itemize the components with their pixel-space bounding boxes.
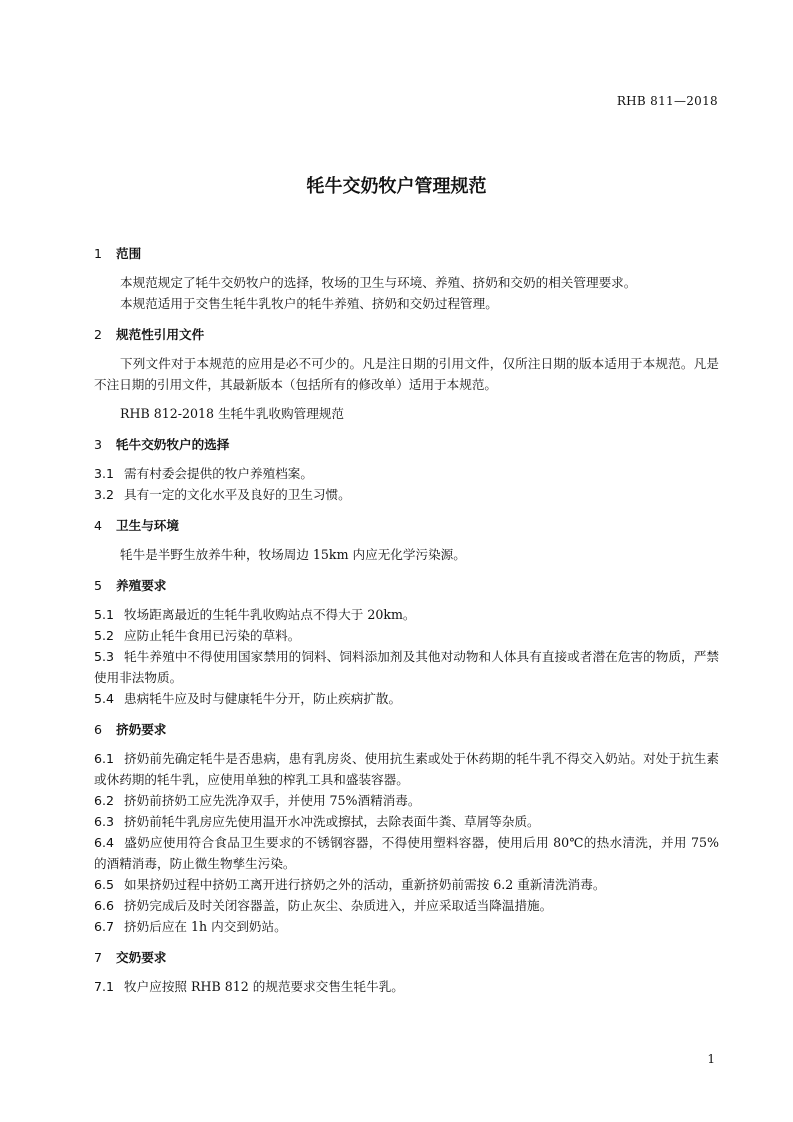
- document-title: 牦牛交奶牧户管理规范: [306, 176, 487, 197]
- document-body: [94, 243, 719, 997]
- section-number: 3: [94, 437, 103, 452]
- clause-number: 3.1: [94, 466, 115, 481]
- clause: [94, 811, 719, 832]
- clause-number: 6.1: [94, 751, 115, 766]
- clause: [94, 463, 719, 484]
- section-title: 范围: [116, 246, 142, 261]
- section-heading: [94, 575, 719, 596]
- section-title: 牦牛交奶牧户的选择: [116, 437, 230, 452]
- section-heading: [94, 434, 719, 455]
- normative-reference: RHB 812-2018 生牦牛乳收购管理规范: [120, 406, 345, 421]
- clause: [94, 790, 719, 811]
- section-title: 挤奶要求: [116, 722, 167, 737]
- clause-text: 牧场距离最近的生牦牛乳收购站点不得大于 20km。: [124, 607, 416, 622]
- clause-text: 需有村委会提供的牧户养殖档案。: [124, 466, 313, 481]
- clause-number: 6.4: [94, 835, 115, 850]
- page-number: 1: [707, 1052, 715, 1066]
- section-heading: [94, 324, 719, 345]
- paragraph: 下列文件对于本规范的应用是必不可少的。凡是注日期的引用文件，仅所注日期的版本适用于本规范。凡是不注日期的引用文件，其最新版本（包括所有的修改单）适用于本规范。: [94, 356, 719, 392]
- paragraph: 牦牛是半野生放养牛种，牧场周边 15km 内应无化学污染源。: [120, 547, 466, 562]
- clause: [94, 688, 719, 709]
- section-number: 4: [94, 518, 103, 533]
- section-heading: [94, 947, 719, 968]
- clause-text: 牦牛养殖中不得使用国家禁用的饲料、饲料添加剂及其他对动物和人体具有直接或者潜在危害的物质，严禁使用非法物质。: [94, 649, 719, 685]
- clause-text: 如果挤奶过程中挤奶工离开进行挤奶之外的活动，重新挤奶前需按 6.2 重新清洗消毒。: [124, 877, 606, 892]
- clause-number: 5.1: [94, 607, 115, 622]
- clause-number: 5.3: [94, 649, 115, 664]
- clause: [94, 976, 719, 997]
- clause: [94, 646, 719, 688]
- section-number: 1: [94, 246, 103, 261]
- clause-text: 挤奶后应在 1h 内交到奶站。: [124, 919, 287, 934]
- clause-text: 牧户应按照 RHB 812 的规范要求交售生牦牛乳。: [124, 979, 404, 994]
- clause-text: 应防止牦牛食用已污染的草料。: [124, 628, 301, 643]
- section-heading: [94, 243, 719, 264]
- clause: [94, 874, 719, 895]
- section-title: 卫生与环境: [116, 518, 179, 533]
- clause-number: 3.2: [94, 487, 115, 502]
- clause: [94, 916, 719, 937]
- clause-number: 6.5: [94, 877, 115, 892]
- section-title: 规范性引用文件: [116, 327, 205, 342]
- clause-number: 7.1: [94, 979, 115, 994]
- clause-number: 5.4: [94, 691, 115, 706]
- paragraph: 本规范适用于交售生牦牛乳牧户的牦牛养殖、挤奶和交奶过程管理。: [120, 296, 498, 311]
- clause-text: 挤奶前挤奶工应先洗净双手，并使用 75%酒精消毒。: [124, 793, 421, 808]
- section-title: 养殖要求: [116, 578, 167, 593]
- clause-text: 挤奶前牦牛乳房应先使用温开水冲洗或擦拭，去除表面牛粪、草屑等杂质。: [124, 814, 540, 829]
- section-title: 交奶要求: [116, 950, 167, 965]
- section-heading: [94, 719, 719, 740]
- clause: [94, 604, 719, 625]
- section-number: 7: [94, 950, 103, 965]
- clause-number: 6.2: [94, 793, 115, 808]
- clause-text: 挤奶完成后及时关闭容器盖，防止灰尘、杂质进入，并应采取适当降温措施。: [124, 898, 553, 913]
- clause-number: 6.7: [94, 919, 115, 934]
- section-number: 5: [94, 578, 103, 593]
- clause-number: 6.3: [94, 814, 115, 829]
- clause: [94, 625, 719, 646]
- clause-text: 具有一定的文化水平及良好的卫生习惯。: [124, 487, 351, 502]
- clause-text: 挤奶前先确定牦牛是否患病，患有乳房炎、使用抗生素或处于休药期的牦牛乳不得交入奶站。对处于抗生素或休药期的牦牛乳，应使用单独的榨乳工具和盛装容器。: [94, 751, 719, 787]
- clause: [94, 895, 719, 916]
- clause: [94, 832, 719, 874]
- section-heading: [94, 515, 719, 536]
- clause-number: 5.2: [94, 628, 115, 643]
- clause: [94, 748, 719, 790]
- section-number: 6: [94, 722, 103, 737]
- clause: [94, 484, 719, 505]
- clause-text: 患病牦牛应及时与健康牦牛分开，防止疾病扩散。: [124, 691, 402, 706]
- clause-number: 6.6: [94, 898, 115, 913]
- paragraph: 本规范规定了牦牛交奶牧户的选择，牧场的卫生与环境、养殖、挤奶和交奶的相关管理要求。: [120, 275, 637, 290]
- document-code: RHB 811—2018: [616, 94, 718, 108]
- clause-text: 盛奶应使用符合食品卫生要求的不锈钢容器，不得使用塑料容器，使用后用 80℃的热水清洗，并用 75%的酒精消毒，防止微生物孳生污染。: [94, 835, 719, 871]
- section-number: 2: [94, 327, 103, 342]
